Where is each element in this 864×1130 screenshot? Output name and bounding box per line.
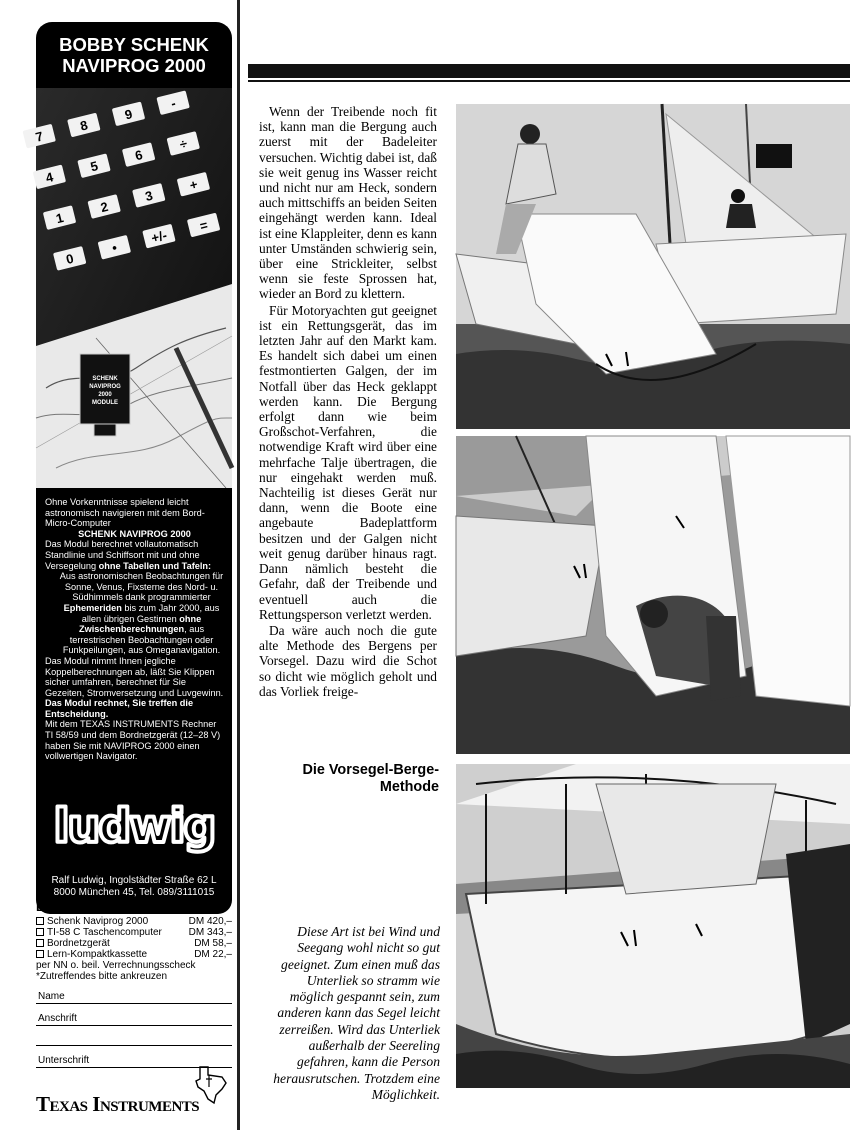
calc-key: 6 [133, 146, 145, 164]
calc-key: 4 [44, 169, 55, 186]
module-label: MODULE [92, 400, 118, 406]
module-label: NAVIPROG [89, 384, 121, 390]
coupon-item[interactable] [36, 927, 232, 938]
address-field-2[interactable] [36, 1026, 232, 1046]
article-paragraph: Für Motoryachten gut geeignet ist ein Rettungsgerät, das im letzten Jahr auf den Markt kam. Es handelt sich dabei um einen festmontierten Galgen, der im Notfall über das Heck geklappt werden kann. Die Bergung erfolgt dann wie beim Großschot-Verfahren, die notwendige Kraft wird über eine mehrfache Talje übertragen, die nur eingehakt werden muß. Nachteilig ist dieses Gerät nur dann, wenn die Boote eine angebaute Badeplattform besitzen und der Galgen nicht weit genug darüber hinaus ragt. Dann nämlich besteht die Gefahr, daß der Treibende und eventuell auch die Rettungsperson verletzt werden. [259, 302, 437, 622]
texas-instruments-logo [36, 1065, 232, 1115]
ad-title [36, 22, 232, 88]
subhead-line: Methode [379, 779, 439, 795]
calc-key: • [110, 239, 119, 256]
texas-state-icon [196, 1067, 226, 1103]
module-label: 2000 [98, 392, 112, 398]
naviprog-module [80, 354, 130, 436]
calc-key: 2 [98, 198, 110, 216]
coupon-item[interactable] [36, 938, 232, 949]
ad-intro: Ohne Vorkenntnisse spielend leicht astronomisch navigieren mit dem Bord-Micro-Computer [45, 497, 205, 529]
ad-text-run: , aus terrestrischen Beobachtungen oder Funkpeilungen, aus Omeganavigation. [62, 624, 221, 656]
coupon-footnote: *Zutreffendes bitte ankreuzen [36, 971, 168, 982]
ad-title-line2: NAVIPROG 2000 [62, 55, 206, 76]
rescue-photo-1 [456, 104, 850, 429]
module-label: SCHENK [92, 376, 118, 382]
coupon-payment: per NN o. beil. Verrechnungsscheck [36, 960, 196, 971]
ad-paragraph: Mit dem TEXAS INSTRUMENTS Rechner TI 58/59 und dem Bordnetzgerät (12–28 V) haben Sie mit NAVIPROG 2000 einen vollwertigen Navigator. [45, 719, 221, 762]
coupon-item-label: Schenk Naviprog 2000 [47, 916, 149, 927]
coupon-item-label: Bordnetzgerät [47, 938, 110, 949]
ad-paragraph [45, 571, 224, 656]
subhead-line: Die Vorsegel-Berge- [302, 762, 439, 778]
calc-key: 1 [54, 209, 65, 227]
ad-paragraph [45, 539, 224, 571]
coupon-item-label: Lern-Kompaktkassette [47, 949, 148, 960]
ludwig-logo [36, 798, 232, 862]
ad-text-bold: ohne Tabellen und Tafeln: [98, 560, 212, 571]
calc-key: 3 [143, 187, 155, 204]
rescue-photo-2 [456, 436, 850, 754]
name-field[interactable] [36, 982, 232, 1004]
checkbox[interactable] [36, 928, 44, 936]
header-rule [248, 80, 850, 82]
calc-key: ÷ [178, 135, 189, 153]
calc-key: +/- [149, 227, 169, 246]
calculator-photo [36, 88, 232, 488]
ti-wordmark: Texas Instruments [36, 1092, 200, 1116]
calc-key: = [198, 217, 210, 234]
address-field-label: Anschrift [38, 1013, 77, 1024]
coupon-item[interactable] [36, 949, 232, 960]
ad-product-name: SCHENK NAVIPROG 2000 [78, 528, 191, 539]
ad-title-line1: BOBBY SCHENK [59, 34, 209, 55]
calc-key: 9 [123, 106, 134, 123]
coupon-item-price: DM 343,– [188, 927, 232, 938]
calc-key: 5 [88, 158, 100, 175]
ad-text-bold: Ephemeriden [63, 602, 122, 613]
address-line: Ralf Ludwig, Ingolstädter Straße 62 L [51, 875, 217, 886]
ad-address [36, 875, 232, 899]
ad-description [36, 488, 232, 914]
coupon-item-price: DM 22,– [194, 949, 232, 960]
ad-text-run: Das Modul berechnet vollautomatisch Standlinie und Schiffsort mit und ohne Versegelung [45, 539, 200, 571]
article-paragraph: Wenn der Treibende noch fit ist, kann man die Bergung auch zuerst mit der Badeleiter versuchen. Wichtig dabei ist, daß sie weit genug ins Wasser reicht und nicht nur am Heck, sondern auch mittschiffs an beiden Seiten eingehängt werden kann. Ideal ist eine Klappleiter, denn es kann unter Umständen schwierig sein, über eine Strickleiter, selbst wenn sie feste Sprossen hat, wieder an Bord zu klettern. [259, 104, 437, 302]
name-field-label: Name [38, 991, 65, 1002]
calc-key: 0 [64, 250, 76, 267]
checkbox[interactable] [36, 939, 44, 947]
ad-text-bold: Das Modul rechnet, Sie treffen die Entscheidung. [45, 698, 194, 719]
ad-text-bold: ohne Zwischenberechnungen [78, 613, 202, 635]
address-field[interactable] [36, 1004, 232, 1026]
coupon-item-price: DM 58,– [194, 938, 232, 949]
coupon-title: Bestellcoupon* [36, 900, 127, 914]
calc-key: - [169, 95, 178, 111]
article-paragraph: Da wäre auch noch die gute alte Methode des Bergens per Vorsegel. Dazu wird die Schot so dicht wie möglich geholt und das Vorliek freige- [259, 622, 437, 699]
header-bar [248, 64, 850, 78]
signature-field-label: Unterschrift [38, 1055, 90, 1066]
address-line: 8000 München 45, Tel. 089/3111015 [53, 887, 215, 898]
section-subhead [259, 762, 439, 796]
checkbox[interactable] [36, 950, 44, 958]
coupon-item[interactable] [36, 916, 232, 927]
article-text [259, 104, 437, 699]
ad-paragraph: Das Modul nimmt Ihnen jegliche Koppelberechnungen ab, läßt Sie Klippen sicher umfahren, berechnet für Sie Gezeiten, Stromversetzung und Luvgewinn. [45, 655, 224, 698]
calc-key: 8 [78, 117, 90, 134]
column-rule [237, 0, 240, 1130]
rescue-photo-3 [456, 764, 850, 1088]
ad-text-run: bis zum Jahr 2000, aus allen übrigen Gestirnen [81, 602, 220, 624]
calc-key: + [188, 176, 200, 193]
photo-caption: Diese Art ist bei Wind und Seegang wohl nicht so gut geeignet. Zum einen muß das Unterliek so stramm wie möglich gespannt sein, zum anderen kann das Segel leicht zerreißen. Wird das Unterliek außerhalb der Seereling gefahren, kann die Person herausrutschen. Trotzdem eine Möglichkeit. [273, 924, 440, 1102]
ludwig-logo-text: ludwig [53, 799, 215, 853]
order-coupon [36, 902, 232, 1068]
ad-text-run: Aus astronomischen Beobachtungen für Sonne, Venus, Fixsterne des Nord- u. Südhimmels dank programmierter [59, 571, 224, 603]
calc-key: 7 [34, 128, 45, 145]
checkbox[interactable] [36, 917, 44, 925]
ad-paragraph-bold [45, 698, 224, 719]
coupon-item-price: DM 420,– [188, 916, 232, 927]
naviprog-advertisement [36, 22, 232, 1122]
coupon-item-label: TI-58 C Taschencomputer [47, 927, 162, 938]
